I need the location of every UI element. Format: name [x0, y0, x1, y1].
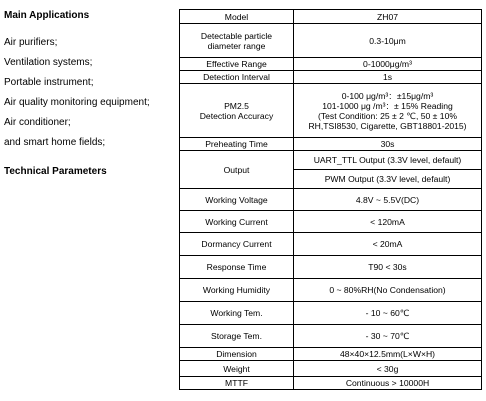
table-row: [180, 151, 482, 170]
table-row: [180, 361, 482, 377]
spec-label: Weight: [180, 361, 294, 377]
table-row: [180, 24, 482, 58]
spec-value: 0.3-10μm: [294, 24, 482, 58]
main-applications-heading: Main Applications: [4, 10, 90, 21]
spec-label: Storage Tem.: [180, 325, 294, 348]
spec-label-line: PM2.5: [224, 100, 249, 111]
spec-value: < 30g: [294, 361, 482, 377]
spec-value: 0-1000μg/m³: [294, 58, 482, 71]
spec-value: 1s: [294, 71, 482, 84]
spec-value: PWM Output (3.3V level, default): [294, 170, 482, 189]
spec-label: [180, 84, 294, 138]
spec-value: Continuous > 10000H: [294, 377, 482, 390]
table-row: [180, 377, 482, 390]
spec-label: Working Tem.: [180, 302, 294, 325]
spec-value: 4.8V ~ 5.5V(DC): [294, 189, 482, 211]
spec-label: Preheating Time: [180, 138, 294, 151]
application-item: Air conditioner;: [4, 117, 71, 128]
spec-label: Output: [180, 151, 294, 189]
spec-label: Working Humidity: [180, 279, 294, 302]
spec-label: [180, 24, 294, 58]
application-item: Air quality monitoring equipment;: [4, 97, 150, 108]
spec-value: 48×40×12.5mm(L×W×H): [294, 348, 482, 361]
accuracy-line: RH,TSI8530, Cigarette, GBT18801-2015): [308, 120, 467, 131]
spec-value: 0 ~ 80%RH(No Condensation): [294, 279, 482, 302]
spec-label: Response Time: [180, 256, 294, 279]
application-item: Air purifiers;: [4, 37, 58, 48]
spec-value: T90 < 30s: [294, 256, 482, 279]
table-row: [180, 138, 482, 151]
spec-value: < 20mA: [294, 233, 482, 256]
table-row: [180, 58, 482, 71]
spec-label: Dimension: [180, 348, 294, 361]
table-row: [180, 10, 482, 24]
spec-label-line: Detectable particle: [200, 30, 273, 41]
spec-label: Model: [180, 10, 294, 24]
spec-value: - 30 ~ 70℃: [294, 325, 482, 348]
table-row: [180, 233, 482, 256]
table-row: [180, 189, 482, 211]
table-row: [180, 211, 482, 233]
table-row: [180, 279, 482, 302]
table-row: [180, 84, 482, 138]
spec-label-line: diameter range: [207, 40, 266, 51]
table-row: [180, 256, 482, 279]
technical-parameters-heading: Technical Parameters: [4, 166, 107, 177]
application-item: and smart home fields;: [4, 137, 106, 148]
accuracy-line: 0-100 μg/m³：±15μg/m³: [341, 90, 434, 101]
spec-value: ZH07: [294, 10, 482, 24]
application-item: Portable instrument;: [4, 77, 94, 88]
accuracy-line: (Test Condition: 25 ± 2 ℃, 50 ± 10%: [318, 110, 457, 121]
spec-value: < 120mA: [294, 211, 482, 233]
spec-label: Working Voltage: [180, 189, 294, 211]
spec-label: Working Current: [180, 211, 294, 233]
spec-label: Effective Range: [180, 58, 294, 71]
spec-label: Detection Interval: [180, 71, 294, 84]
spec-value: [294, 84, 482, 138]
spec-value: - 10 ~ 60℃: [294, 302, 482, 325]
spec-value: 30s: [294, 138, 482, 151]
spec-table: [179, 9, 482, 390]
table-row: [180, 302, 482, 325]
table-row: [180, 325, 482, 348]
table-row: [180, 71, 482, 84]
spec-value: UART_TTL Output (3.3V level, default): [294, 151, 482, 170]
application-item: Ventilation systems;: [4, 57, 93, 68]
table-row: [180, 348, 482, 361]
spec-label: Dormancy Current: [180, 233, 294, 256]
accuracy-line: 101-1000 μg /m³：± 15% Reading: [322, 100, 453, 111]
spec-label: MTTF: [180, 377, 294, 390]
spec-label-line: Detection Accuracy: [199, 110, 274, 121]
